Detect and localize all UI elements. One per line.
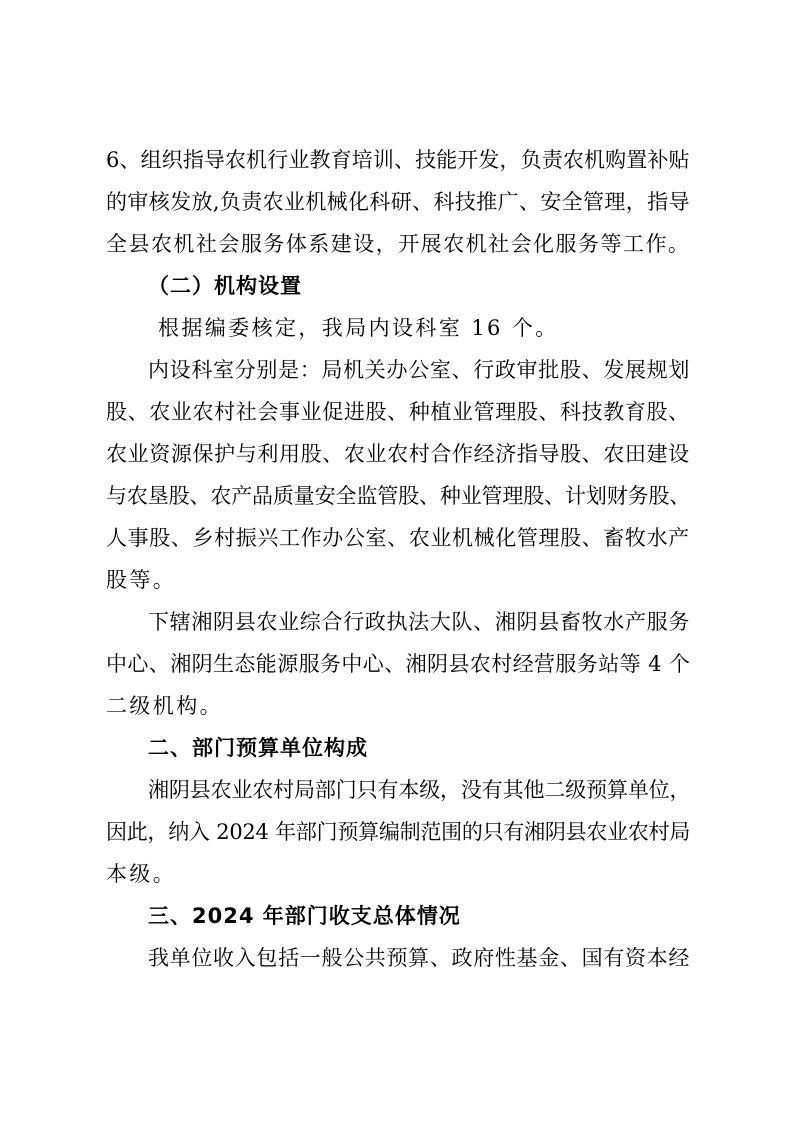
keshi-list-line-4: 与农垦股、农产品质量安全监管股、种业管理股、计划财务股、 (106, 484, 691, 508)
paragraph-6-line-2: 的审核发放,负责农业机械化科研、科技推广、安全管理，指导 (106, 190, 690, 214)
xiaxia-line-2: 中心、湘阴生态能源服务中心、湘阴县农村经营服务站等 4 个 (106, 652, 691, 676)
keshi-list-line-3: 农业资源保护与利用股、农业农村合作经济指导股、农田建设 (106, 442, 690, 466)
paragraph-6-line-1: 6、组织指导农机行业教育培训、技能开发，负责农机购置补贴 (106, 148, 690, 172)
section-2-line-3: 本级。 (106, 862, 177, 886)
section-jigou-heading: （二）机构设置 (148, 274, 302, 298)
xiaxia-line-3: 二级机构。 (106, 694, 223, 718)
keshi-list-line-1: 内设科室分别是：局机关办公室、行政审批股、发展规划 (148, 358, 690, 382)
section-3-heading: 三、2024 年部门收支总体情况 (148, 904, 461, 928)
xiaxia-line-1: 下辖湘阴县农业综合行政执法大队、湘阴县畜牧水产服务 (148, 610, 690, 634)
keshi-list-line-2: 股、农业农村社会事业促进股、种植业管理股、科技教育股、 (106, 400, 690, 424)
paragraph-6-line-3: 全县农机社会服务体系建设，开展农机社会化服务等工作。 (106, 232, 691, 256)
section-2-heading: 二、部门预算单位构成 (148, 736, 368, 760)
section-2-line-1: 湘阴县农业农村局部门只有本级，没有其他二级预算单位， (148, 778, 691, 802)
keshi-count-text: 根据编委核定，我局内设科室 16 个。 (158, 316, 559, 340)
keshi-list-line-6: 股等。 (106, 568, 177, 592)
section-3-line-1: 我单位收入包括一般公共预算、政府性基金、国有资本经 (148, 946, 690, 970)
keshi-list-line-5: 人事股、乡村振兴工作办公室、农业机械化管理股、畜牧水产 (106, 526, 690, 550)
section-2-line-2: 因此，纳入 2024 年部门预算编制范围的只有湘阴县农业农村局 (106, 820, 691, 844)
